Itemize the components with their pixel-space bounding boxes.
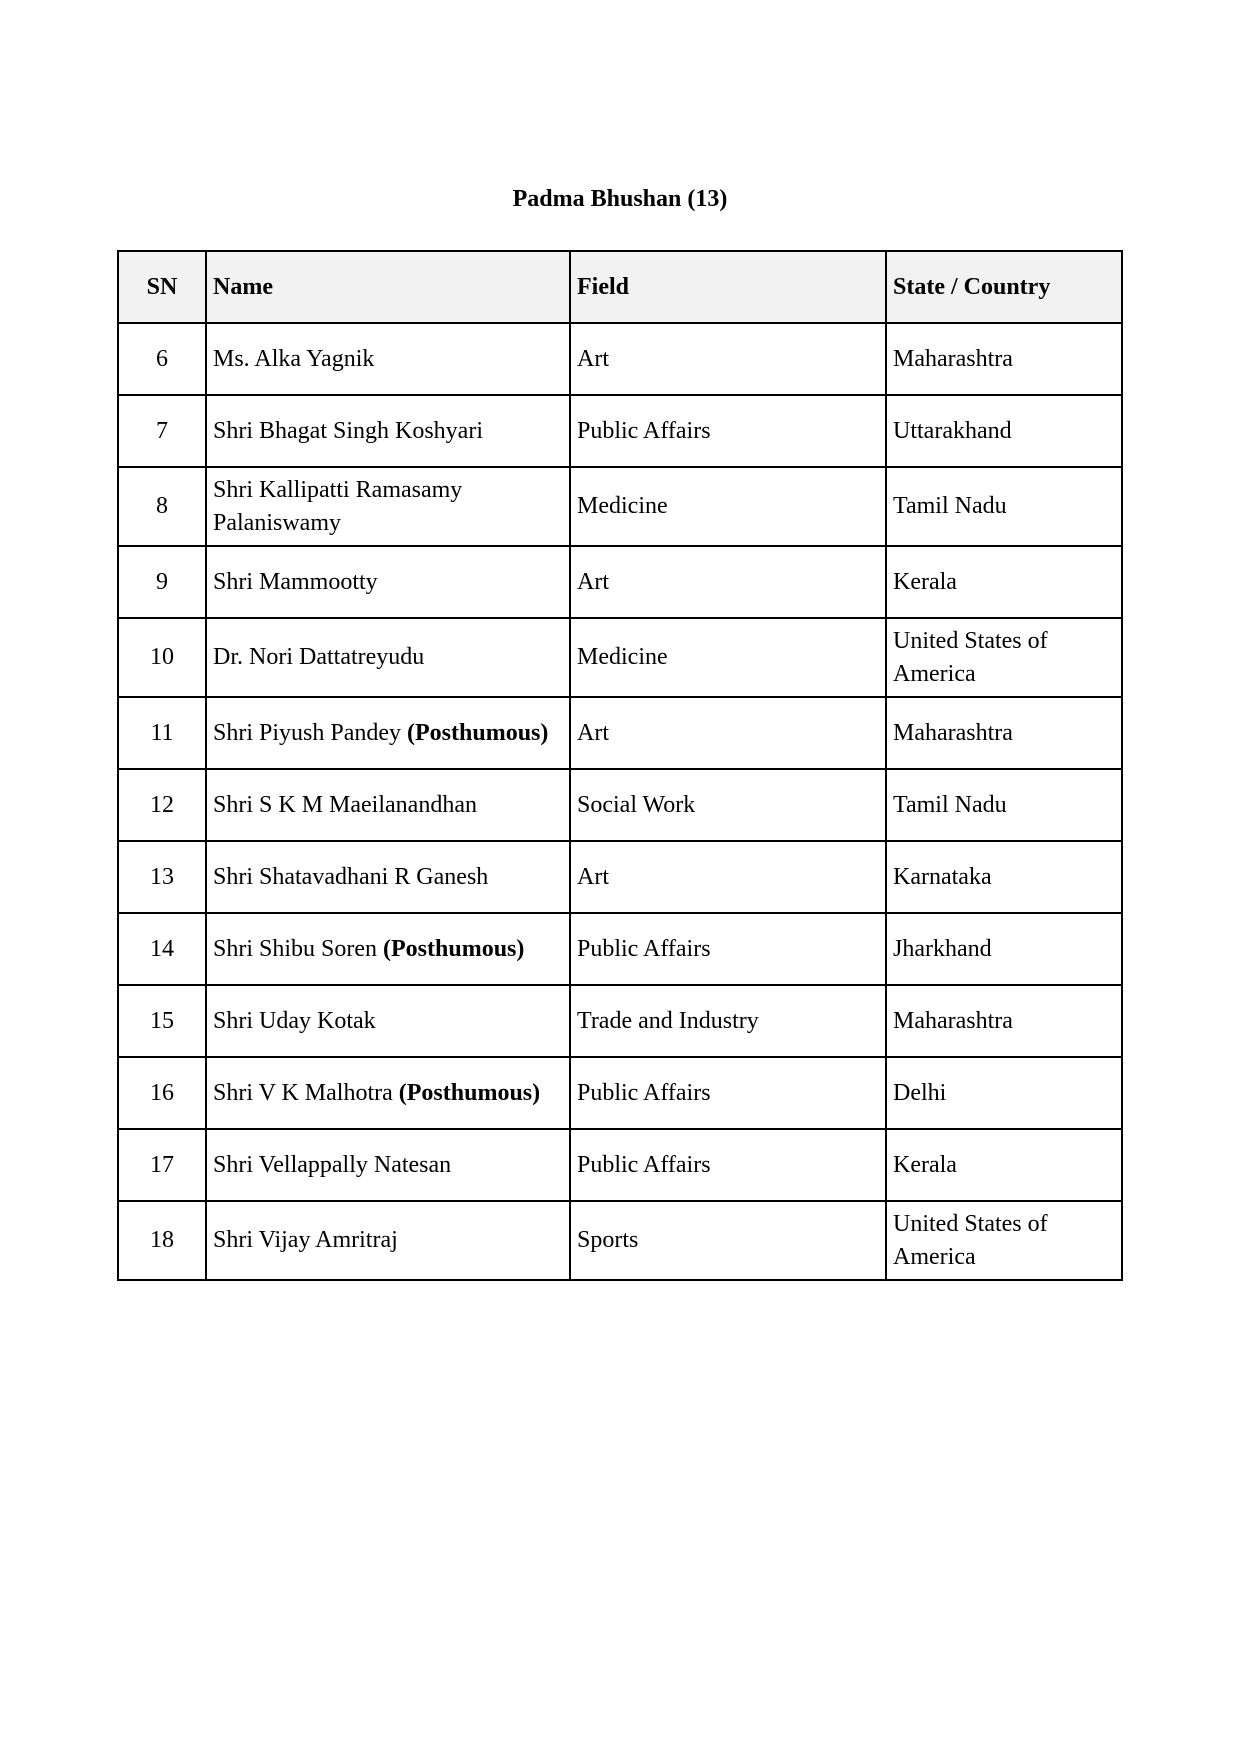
cell-field: Social Work <box>570 769 886 841</box>
awardee-name: Dr. Nori Dattatreyudu <box>213 644 425 670</box>
cell-state: Karnataka <box>886 841 1122 913</box>
table-row <box>118 769 1122 841</box>
header-name: Name <box>206 251 570 323</box>
cell-name <box>206 985 570 1057</box>
awardee-name: Shri S K M Maeilanandhan <box>213 791 477 818</box>
awardee-name: Shri Uday Kotak <box>213 1007 376 1034</box>
table-row <box>118 618 1122 697</box>
table-row <box>118 841 1122 913</box>
cell-name <box>206 841 570 913</box>
awardee-name: Shri Shatavadhani R Ganesh <box>213 863 489 890</box>
cell-state: Jharkhand <box>886 913 1122 985</box>
cell-state: United States of America <box>886 1201 1122 1280</box>
cell-state: Uttarakhand <box>886 395 1122 467</box>
awardee-name: Shri Kallipatti Ramasamy Palaniswamy <box>213 476 463 536</box>
table-header-row <box>118 251 1122 323</box>
header-sn: SN <box>118 251 206 323</box>
awardees-table <box>117 250 1123 1281</box>
cell-sn: 9 <box>118 546 206 618</box>
cell-field: Art <box>570 546 886 618</box>
cell-name <box>206 1057 570 1129</box>
cell-name <box>206 769 570 841</box>
table-row <box>118 323 1122 395</box>
cell-sn: 8 <box>118 467 206 546</box>
cell-field: Medicine <box>570 467 886 546</box>
cell-sn: 12 <box>118 769 206 841</box>
cell-field: Art <box>570 323 886 395</box>
posthumous-note: (Posthumous) <box>383 935 525 962</box>
header-state: State / Country <box>886 251 1122 323</box>
cell-name <box>206 323 570 395</box>
cell-field: Public Affairs <box>570 1057 886 1129</box>
cell-state: Delhi <box>886 1057 1122 1129</box>
table-row <box>118 467 1122 546</box>
cell-field: Public Affairs <box>570 1129 886 1201</box>
awardee-name: Ms. Alka Yagnik <box>213 345 375 372</box>
page-title: Padma Bhushan (13) <box>512 186 728 212</box>
cell-sn: 15 <box>118 985 206 1057</box>
table-row <box>118 697 1122 769</box>
cell-sn: 10 <box>118 618 206 697</box>
cell-field: Art <box>570 697 886 769</box>
cell-name <box>206 618 570 697</box>
table-row <box>118 1057 1122 1129</box>
posthumous-note: (Posthumous) <box>407 719 549 746</box>
awardee-name: Shri Mammootty <box>213 568 378 595</box>
cell-name <box>206 697 570 769</box>
cell-sn: 7 <box>118 395 206 467</box>
posthumous-note: (Posthumous) <box>398 1079 541 1106</box>
cell-sn: 16 <box>118 1057 206 1129</box>
cell-name <box>206 913 570 985</box>
awardee-name: Shri Bhagat Singh Koshyari <box>213 417 483 444</box>
table-row <box>118 985 1122 1057</box>
cell-state: Maharashtra <box>886 323 1122 395</box>
cell-field: Art <box>570 841 886 913</box>
table-row <box>118 546 1122 618</box>
table-row <box>118 395 1122 467</box>
cell-sn: 17 <box>118 1129 206 1201</box>
header-field: Field <box>570 251 886 323</box>
cell-name <box>206 546 570 618</box>
cell-field: Sports <box>570 1201 886 1280</box>
cell-state: Tamil Nadu <box>886 467 1122 546</box>
cell-name <box>206 395 570 467</box>
cell-field: Medicine <box>570 618 886 697</box>
cell-state: Tamil Nadu <box>886 769 1122 841</box>
cell-name <box>206 467 570 546</box>
cell-sn: 13 <box>118 841 206 913</box>
table-row <box>118 913 1122 985</box>
cell-sn: 18 <box>118 1201 206 1280</box>
table-row <box>118 1201 1122 1280</box>
cell-sn: 11 <box>118 697 206 769</box>
cell-state: United States of America <box>886 618 1122 697</box>
cell-state: Maharashtra <box>886 985 1122 1057</box>
cell-name <box>206 1129 570 1201</box>
cell-field: Trade and Industry <box>570 985 886 1057</box>
awardee-name: Shri Vijay Amritraj <box>213 1227 398 1253</box>
awardee-name: Shri V K Malhotra <box>213 1079 399 1106</box>
cell-sn: 14 <box>118 913 206 985</box>
table-row <box>118 1129 1122 1201</box>
awardee-name: Shri Piyush Pandey <box>213 719 408 746</box>
cell-field: Public Affairs <box>570 395 886 467</box>
cell-sn: 6 <box>118 323 206 395</box>
awardee-name: Shri Vellappally Natesan <box>213 1151 452 1178</box>
cell-state: Maharashtra <box>886 697 1122 769</box>
cell-name <box>206 1201 570 1280</box>
awardee-name: Shri Shibu Soren <box>213 935 384 962</box>
cell-field: Public Affairs <box>570 913 886 985</box>
cell-state: Kerala <box>886 546 1122 618</box>
cell-state: Kerala <box>886 1129 1122 1201</box>
